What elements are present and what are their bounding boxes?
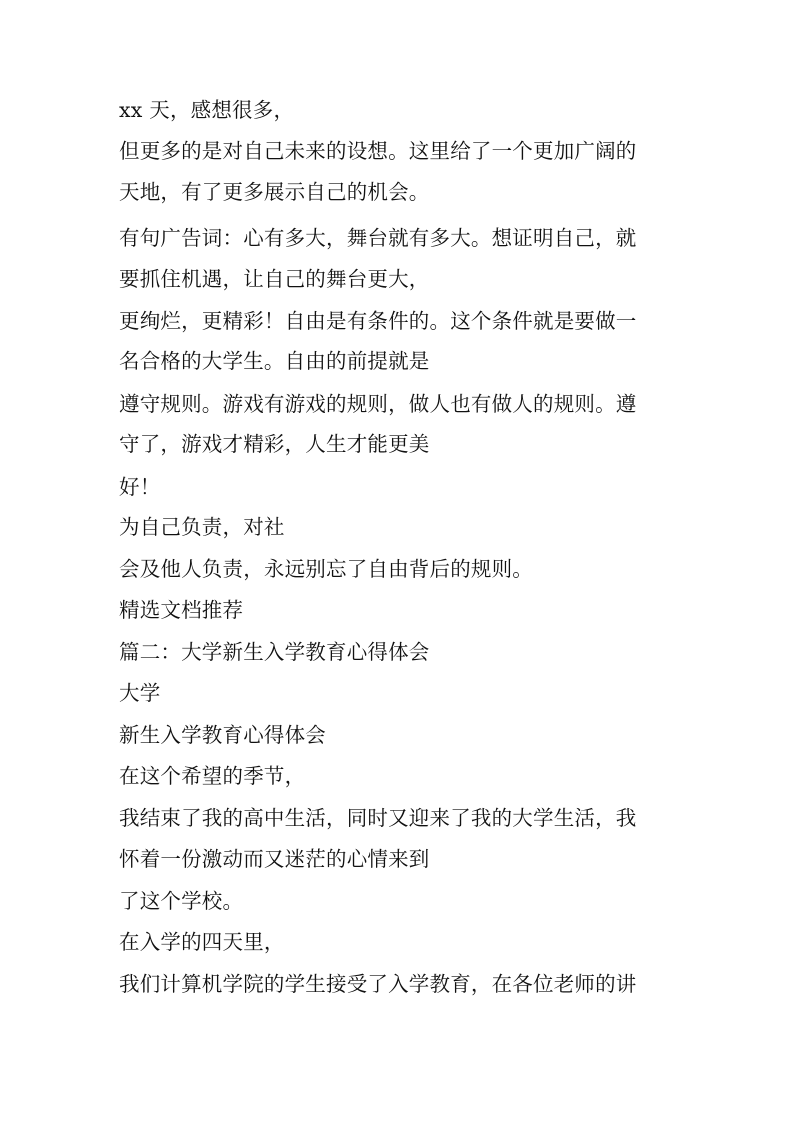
- text-line: 在入学的四天里，: [119, 930, 285, 954]
- text-line: 遵守规则。游戏有游戏的规则，做人也有做人的规则。遵: [119, 392, 637, 416]
- text-line: 我结束了我的高中生活，同时又迎来了我的大学生活，我: [119, 806, 637, 830]
- section-heading: 篇二：大学新生入学教育心得体会: [119, 640, 430, 664]
- text-line: xx 天，感想很多，: [119, 98, 295, 122]
- text-line: 怀着一份激动而又迷茫的心情来到: [119, 847, 430, 871]
- text-line: 要抓住机遇，让自己的舞台更大，: [119, 267, 430, 291]
- text-line: 了这个学校。: [119, 889, 244, 913]
- text-line: 好！: [119, 475, 161, 499]
- text-line: 我们计算机学院的学生接受了入学教育，在各位老师的讲: [119, 972, 637, 996]
- text-line: 守了，游戏才精彩，人生才能更美: [119, 432, 430, 456]
- text-line: 为自己负责，对社: [119, 515, 285, 539]
- text-line: 但更多的是对自己未来的设想。这里给了一个更加广阔的: [119, 139, 637, 163]
- text-line: 精选文档推荐: [119, 598, 244, 622]
- text-line: 大学: [119, 681, 161, 705]
- text-line: 天地，有了更多展示自己的机会。: [119, 180, 430, 204]
- text-line: 会及他人负责，永远别忘了自由背后的规则。: [119, 557, 533, 581]
- text-line: 更绚烂，更精彩！自由是有条件的。这个条件就是要做一: [119, 309, 637, 333]
- text-line: 名合格的大学生。自由的前提就是: [119, 349, 430, 373]
- text-line: 在这个希望的季节，: [119, 764, 306, 788]
- text-line: 有句广告词：心有多大，舞台就有多大。想证明自己，就: [119, 226, 637, 250]
- text-line: 新生入学教育心得体会: [119, 723, 326, 747]
